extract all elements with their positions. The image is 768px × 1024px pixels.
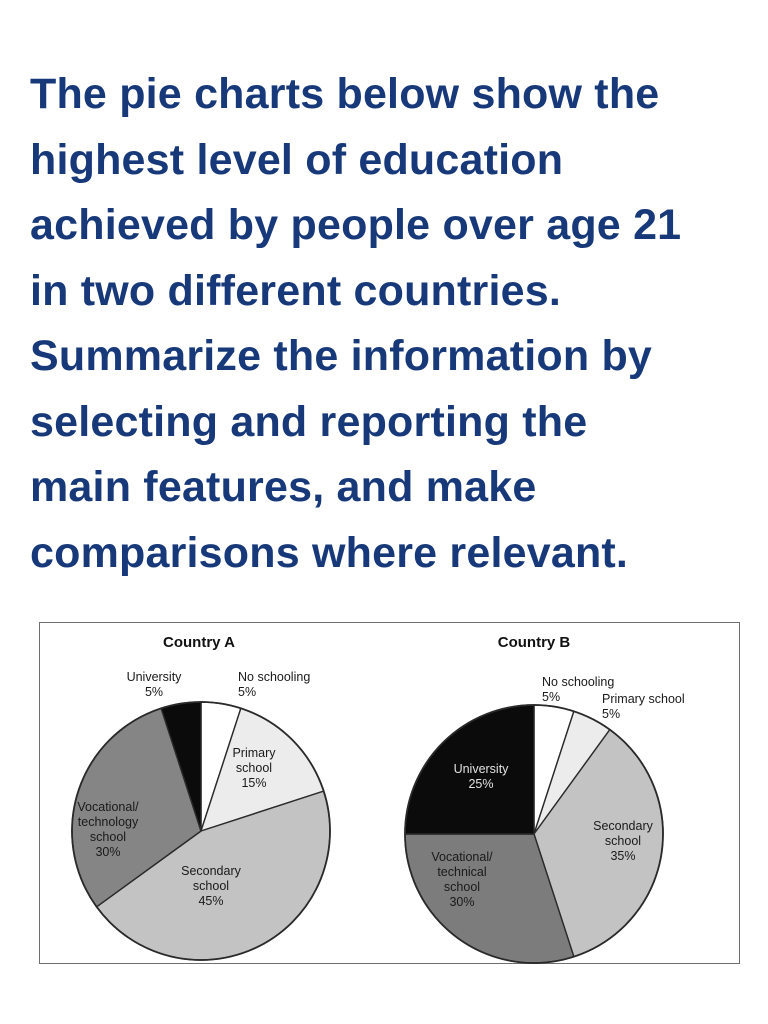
slice-label: University 5% [126, 670, 182, 699]
prompt-line: main features, and make [30, 463, 537, 511]
prompt-line: Summarize the information by [30, 332, 653, 380]
slice-label: Secondary school 45% [181, 864, 241, 908]
slice-label: Primary school 15% [232, 746, 276, 790]
slice-label: Vocational/ technical school 30% [431, 850, 493, 909]
slice-label: No schooling 5% [542, 675, 615, 704]
prompt-line: highest level of education [30, 135, 564, 184]
slice-label: Primary school 5% [602, 692, 685, 721]
pie-title: Country A [163, 634, 235, 651]
slice-label: Secondary school 35% [593, 819, 653, 863]
task-prompt [30, 62, 750, 586]
slice-label: No schooling 5% [238, 670, 311, 699]
prompt-line: in two different countries. [30, 266, 561, 315]
prompt-line: The pie charts below show the [30, 70, 660, 118]
prompt-line: selecting and reporting the [30, 397, 588, 446]
prompt-line: achieved by people over age 21 [30, 201, 682, 249]
pie-title: Country B [497, 634, 571, 651]
prompt-line: comparisons where relevant. [30, 528, 629, 577]
pie-charts [40, 623, 741, 965]
chart-panel [39, 622, 740, 964]
slice-label: Vocational/ technology school 30% [77, 800, 139, 859]
slice-label: University 25% [453, 762, 509, 791]
